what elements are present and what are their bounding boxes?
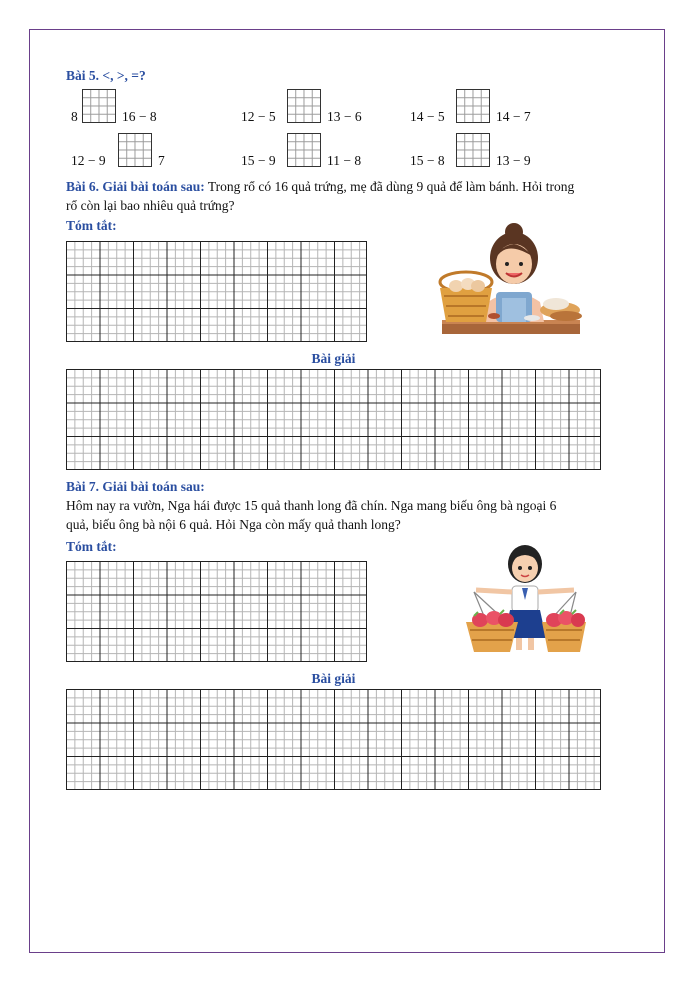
- bai5-r2c3-left: 15 − 8: [410, 153, 445, 168]
- bai5-r1c1-left: 8: [71, 109, 78, 124]
- bai5-r2c1-left: 12 − 9: [71, 153, 106, 168]
- bai7-summary-label: Tóm tắt:: [66, 539, 117, 554]
- girl-illustration-icon: [460, 540, 590, 660]
- bai7-solution-label: Bài giải: [311, 671, 356, 686]
- bai7-label: Bài 7. Giải bài toán sau:: [66, 479, 205, 494]
- compare-box[interactable]: [456, 89, 490, 123]
- bai7-summary-grid[interactable]: [66, 561, 367, 662]
- bai6-summary-label: Tóm tắt:: [66, 218, 117, 233]
- bai6-text-line2: rổ còn lại bao nhiêu quả trứng?: [66, 198, 235, 213]
- bai5-title: Bài 5. <, >, =?: [66, 68, 146, 83]
- bai5-r2c2-left: 15 − 9: [241, 153, 276, 168]
- bai5-r1c1-right: 16 − 8: [122, 109, 157, 124]
- bai6-problem: [66, 177, 646, 215]
- bai5-r1c3-right: 14 − 7: [496, 109, 531, 124]
- compare-box[interactable]: [118, 133, 152, 167]
- bai5-r2c3-right: 13 − 9: [496, 153, 531, 168]
- bai5-r1c2-left: 12 − 5: [241, 109, 276, 124]
- bai6-text-line1: Trong rổ có 16 quả trứng, mẹ đã dùng 9 quả để làm bánh. Hỏi trong: [204, 179, 575, 194]
- bai7-solution-grid[interactable]: [66, 689, 601, 790]
- bai6-solution-label: Bài giải: [311, 351, 356, 366]
- bai7-text-line2: quả, biếu ông bà nội 6 quả. Hỏi Nga còn mấy quả thanh long?: [66, 517, 401, 532]
- bai7-problem: [66, 496, 656, 534]
- bai6-solution-grid[interactable]: [66, 369, 601, 470]
- bai5-r2c2-right: 11 − 8: [327, 153, 362, 168]
- compare-box[interactable]: [82, 89, 116, 123]
- compare-box[interactable]: [456, 133, 490, 167]
- bai6-summary-grid[interactable]: [66, 241, 367, 342]
- bai5-r1c2-right: 13 − 6: [327, 109, 362, 124]
- bai5-r2c1-right: 7: [158, 153, 165, 168]
- compare-box[interactable]: [287, 89, 321, 123]
- bai6-label: Bài 6. Giải bài toán sau:: [66, 179, 205, 194]
- bai7-text-line1: Hôm nay ra vườn, Nga hái được 15 quả thanh long đã chín. Nga mang biếu ông bà ngoại 6: [66, 498, 557, 513]
- bai5-r1c3-left: 14 − 5: [410, 109, 445, 124]
- baker-illustration-icon: [436, 222, 584, 340]
- compare-box[interactable]: [287, 133, 321, 167]
